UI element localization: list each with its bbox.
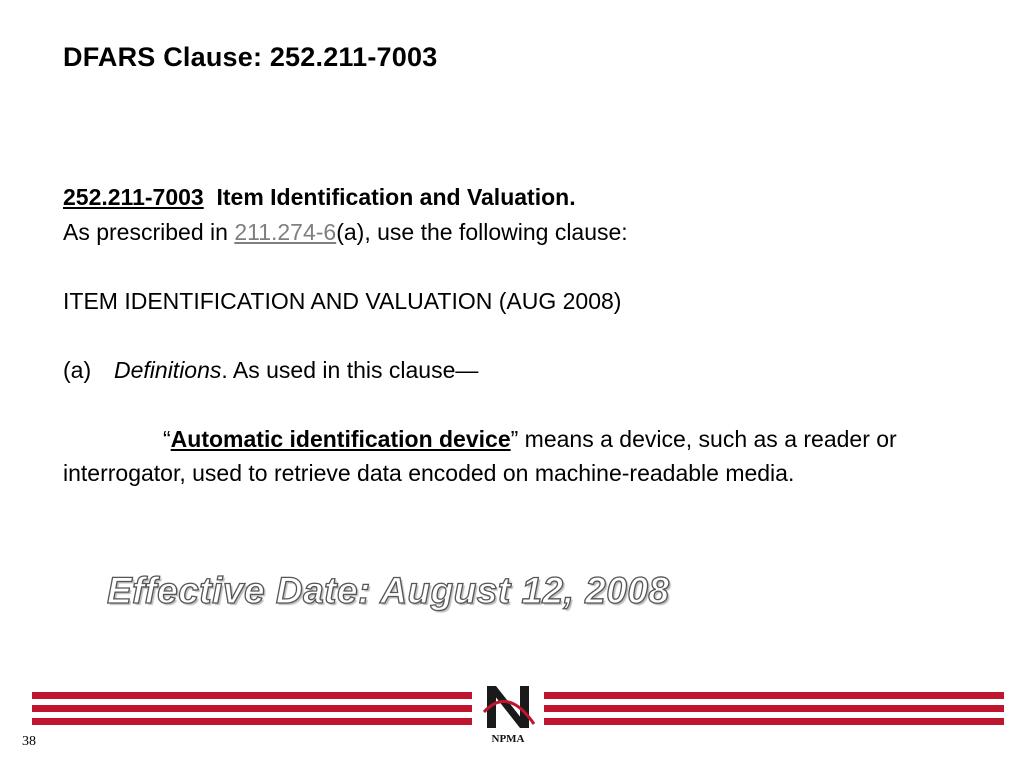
footer-stripe [542, 692, 1004, 699]
definition-paragraph [63, 422, 1008, 491]
page-number: 38 [22, 734, 36, 749]
npma-logo [472, 680, 544, 752]
clause-heading-line [63, 180, 1008, 215]
definitions-marker: (a) [63, 356, 92, 383]
definitions-label: Definitions [114, 356, 222, 383]
npma-logo-mark-icon [472, 680, 544, 734]
footer-stripe [542, 718, 1004, 725]
footer-stripe [32, 692, 472, 699]
footer-stripe [32, 705, 472, 712]
clause-heading: Item Identification and Valuation. [216, 184, 576, 210]
clause-number: 252.211-7003 [63, 184, 204, 210]
definitions-rest: . As used in this clause— [221, 356, 479, 383]
definition-text: ” means a device, such as a reader or interrogator, used to retrieve data encoded on machine-readable media. [63, 425, 897, 486]
footer-stripe [32, 718, 472, 725]
footer-stripe [542, 705, 1004, 712]
definitions-line [63, 353, 1008, 388]
open-quote: “ [163, 425, 171, 452]
logo-text: NPMA [491, 733, 525, 745]
effective-date: Effective Date: August 12, 2008 [107, 570, 670, 611]
prescribed-suffix: (a), use the following clause: [336, 218, 628, 245]
clause-body [63, 180, 1008, 491]
slide-title: DFARS Clause: 252.211-7003 [63, 42, 438, 72]
clause-title-line: ITEM IDENTIFICATION AND VALUATION (AUG 2008) [63, 287, 622, 314]
prescribed-line [63, 215, 1008, 250]
prescribed-prefix: As prescribed in [63, 218, 235, 245]
defined-term: Automatic identification device [170, 425, 511, 452]
prescription-link[interactable]: 211.274-6 [234, 218, 337, 245]
